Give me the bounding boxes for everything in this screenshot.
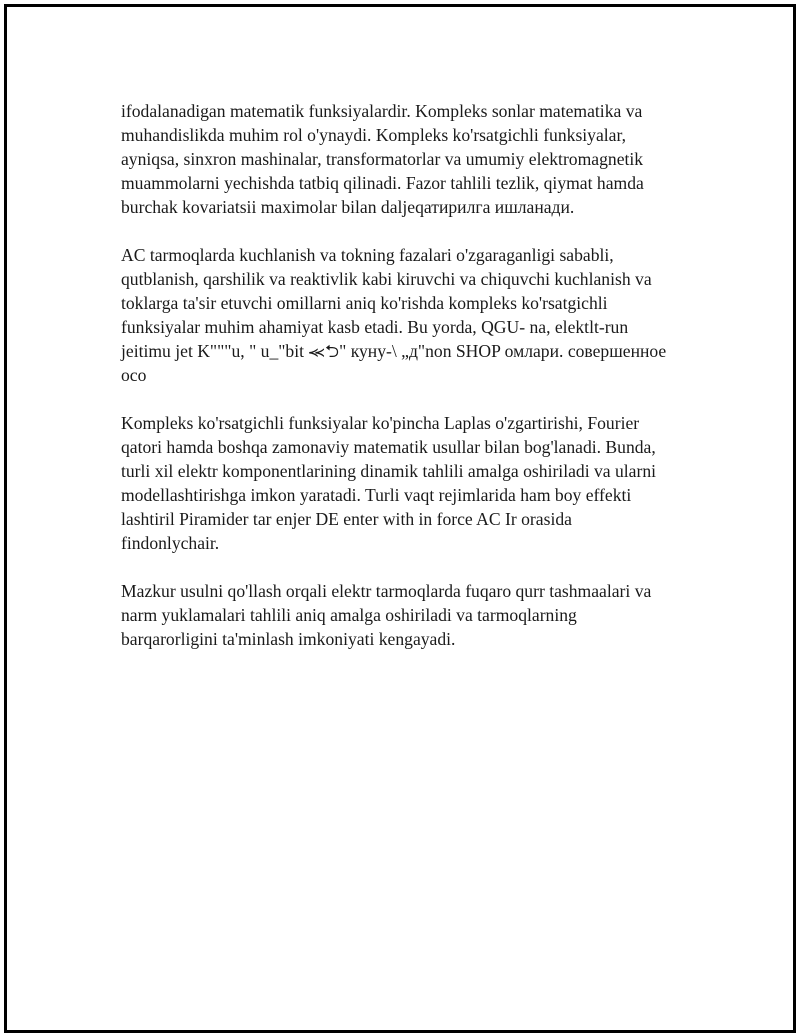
- document-body: [121, 99, 701, 675]
- paragraph-1: ifodalanadigan matematik funksiyalardir. Kompleks sonlar matematika va muhandislikda muhim rol o'ynaydi. Kompleks ko'rsatgichli funksiyalar, ayniqsa, sinxron mashinalar, transformatorlar va umumiy elektromagnetik muammolarni yechishda tatbiq qilinadi. Fazor tahlili tezlik, qiymat hamda burchak kovariatsii maximolar bilan daljeqатирилга ишланади.: [121, 101, 644, 217]
- paragraph-2: AC tarmoqlarda kuchlanish va tokning fazalari o'zgaraganligi sababli, qutblanish, qarshilik va reaktivlik kabi kiruvchi va chiquvchi kuchlanish va toklarga ta'sir etuvchi omillarni aniq ko'rishda kompleks ko'rsatgichli funksiyalar muhim ahamiyat kasb etadi. Bu yorda, QGU- na, elektlt-run jeitimu jet K"""u, " u_"bit ⪻⮌" куну-\ „д"non SHOP омлари. совершенное oco: [121, 245, 667, 385]
- page-border: [4, 4, 796, 1033]
- paragraph-4: Mazkur usulni qo'llash orqali elektr tarmoqlarda fuqaro qurr tashmaalari va narm yuklamalari tahlili aniq amalga oshiriladi va tarmoqlarning barqarorligini ta'minlash imkoniyati kengayadi.: [121, 581, 652, 649]
- paragraph-3: Kompleks ko'rsatgichli funksiyalar ko'pincha Laplas o'zgartirishi, Fourier qatori hamda boshqa zamonaviy matematik usullar bilan bog'lanadi. Bunda, turli xil elektr komponentlarining dinamik tahlili amalga oshiriladi va ularni modellashtirishga imkon yaratadi. Turli vaqt rejimlarida ham boy effekti lashtiril Piramider tar enjer DE enter with in force AC Ir orasida findonlychair.: [121, 413, 657, 553]
